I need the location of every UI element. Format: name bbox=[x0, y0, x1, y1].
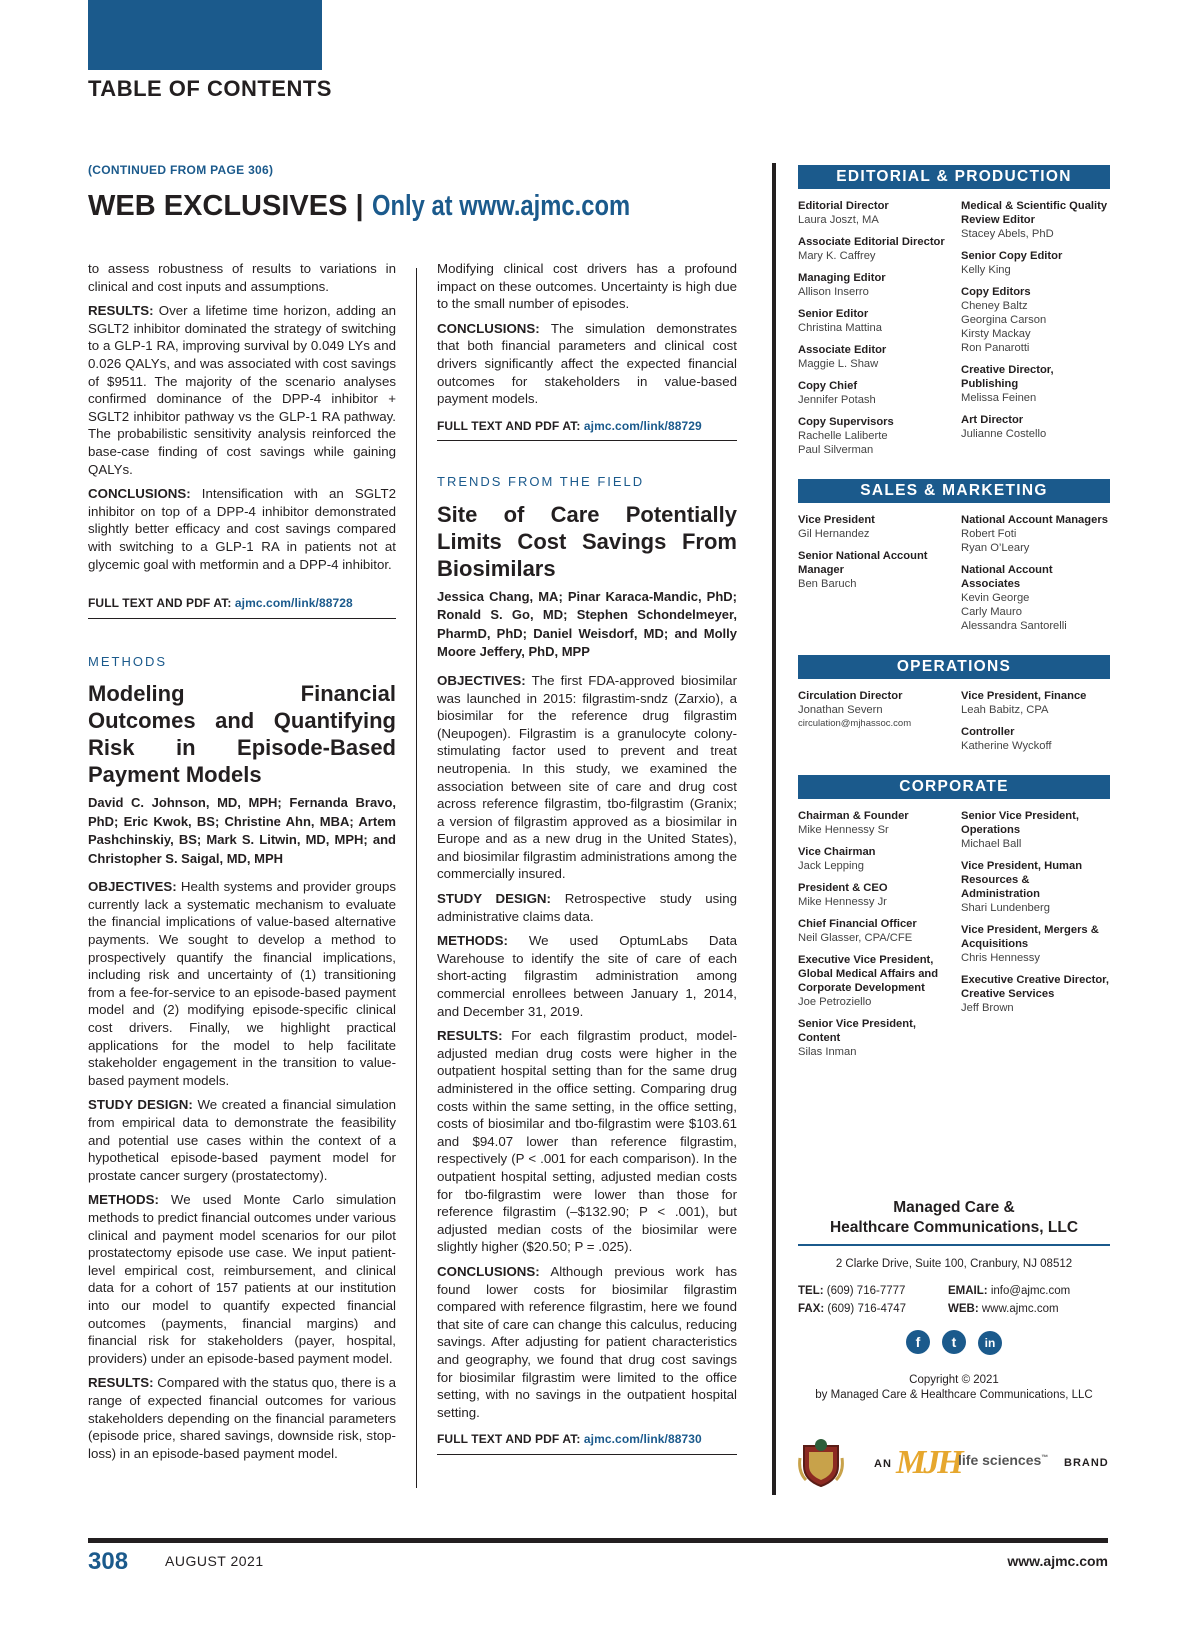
staff-entry bbox=[798, 379, 961, 407]
staff-role: Chairman & Founder bbox=[798, 810, 909, 822]
operations-header: OPERATIONS bbox=[798, 655, 1110, 679]
twitter-icon[interactable]: t bbox=[942, 1330, 966, 1354]
staff-role: National Account Managers bbox=[961, 514, 1108, 526]
article3-design: STUDY DESIGN: Retrospective study using administrative claims data. bbox=[437, 891, 737, 924]
article3-objectives: OBJECTIVES: The first FDA-approved biosimilar was launched in 2015: filgrastim-sndz (Zarxio), a biosimilar for the reference drug filgrastim (Neupogen). Filgrastim is a granulocyte colony-stimulating factor used to prevent and treat neutropenia. In this study, we examined the association between site of care and drug cost across reference filgrastim, tbo-filgrastim (Granix; a version of filgrastim approved as a biosimilar in Europe and as a new drug in the United States), and biosimilar filgrastim administrations among the commercially insured. bbox=[437, 672, 737, 882]
staff-entry bbox=[798, 549, 961, 591]
contact-grid bbox=[798, 1282, 1110, 1318]
staff-role: Managing Editor bbox=[798, 272, 886, 284]
staff-name: Carly Mauro bbox=[961, 606, 1022, 618]
brand-row bbox=[798, 1436, 1110, 1492]
staff-name: Kevin George bbox=[961, 592, 1030, 604]
staff-role: Copy Editors bbox=[961, 286, 1031, 298]
column-1 bbox=[88, 260, 396, 1469]
staff-email[interactable]: circulation@mjhassoc.com bbox=[798, 718, 912, 729]
article2-design: STUDY DESIGN: We created a financial simulation from empirical data to demonstrate the feasibility and potential use cases within the context of a hypothetical episode-based payment model for prostate cancer surgery (prostatectomy). bbox=[88, 1097, 396, 1183]
page-number: 308 bbox=[88, 1548, 129, 1575]
column-2 bbox=[437, 260, 737, 1455]
article2-conclusions: CONCLUSIONS: The simulation demonstrates that both financial parameters and clinical cost drivers significantly affect the expected financial outcomes for stakeholders in value-based payment models. bbox=[437, 320, 737, 407]
staff-entry bbox=[798, 415, 961, 457]
staff-entry bbox=[961, 199, 1111, 241]
staff-entry bbox=[961, 413, 1111, 441]
article2-methods: METHODS: We used Monte Carlo simulation methods to predict financial outcomes under various clinical and payment model scenarios for our pilot prostatectomy episode use case. We input patient-level empirical cost, reimbursement, and clinical data for a cohort of 157 patients at our institution into our model to quantify expected financial outcomes (payments, financial margins) and financial risk for stakeholders (payer, hospital, providers) under an episode-based payment model. bbox=[88, 1192, 396, 1366]
corporate-staff bbox=[798, 809, 1110, 1067]
staff-role: Vice Chairman bbox=[798, 846, 876, 858]
operations-left bbox=[798, 689, 961, 761]
column-divider bbox=[416, 268, 417, 1488]
staff-role: Chief Financial Officer bbox=[798, 918, 917, 930]
staff-name: Ryan O’Leary bbox=[961, 542, 1030, 554]
staff-role: Medical & Scientific Quality Review Editor bbox=[961, 200, 1108, 226]
staff-name: Joe Petroziello bbox=[798, 996, 872, 1008]
copyright-line-2: by Managed Care & Healthcare Communications, LLC bbox=[815, 1389, 1093, 1401]
staff-name: Mike Hennessy Jr bbox=[798, 896, 887, 908]
article3-methods: METHODS: We used OptumLabs Data Warehouse to identify the site of care of each short-acting filgrastim administration among commercial enrollees between January 1, 2014, and December 31, 2019. bbox=[437, 933, 737, 1019]
article3-title: Site of Care Potentially Limits Cost Savings From Biosimilars bbox=[437, 501, 737, 581]
staff-name: Christina Mattina bbox=[798, 322, 882, 334]
company-block bbox=[798, 1198, 1110, 1403]
article2-title: Modeling Financial Outcomes and Quantifying Risk in Episode-Based Payment Models bbox=[88, 681, 396, 788]
staff-entry bbox=[961, 809, 1111, 851]
sales-header: SALES & MARKETING bbox=[798, 479, 1110, 503]
staff-role: Associate Editor bbox=[798, 344, 887, 356]
staff-name: Laura Joszt, MA bbox=[798, 214, 879, 226]
mjh-logo: MJH bbox=[896, 1444, 961, 1481]
staff-role: Vice President bbox=[798, 514, 875, 526]
article2-link[interactable]: ajmc.com/link/88729 bbox=[583, 418, 702, 433]
facebook-icon[interactable]: f bbox=[906, 1330, 930, 1354]
brand-name: life sciences™ bbox=[958, 1452, 1049, 1468]
staff-name: Silas Inman bbox=[798, 1046, 857, 1058]
issue-date: AUGUST 2021 bbox=[165, 1553, 264, 1569]
staff-name: Shari Lundenberg bbox=[961, 902, 1050, 914]
staff-role: Senior National Account Manager bbox=[798, 550, 928, 576]
linkedin-icon[interactable]: in bbox=[978, 1331, 1002, 1355]
editorial-staff bbox=[798, 199, 1110, 465]
staff-name: Maggie L. Shaw bbox=[798, 358, 879, 370]
staff-name: Chris Hennessy bbox=[961, 952, 1040, 964]
staff-name: Kirsty Mackay bbox=[961, 328, 1031, 340]
staff-entry bbox=[798, 917, 961, 945]
staff-entry bbox=[961, 859, 1111, 915]
staff-entry bbox=[798, 881, 961, 909]
editorial-left bbox=[798, 199, 961, 465]
staff-name: Jack Lepping bbox=[798, 860, 864, 872]
staff-role: Vice President, Finance bbox=[961, 690, 1087, 702]
company-name-1: Managed Care & bbox=[893, 1199, 1015, 1216]
staff-name: Paul Silverman bbox=[798, 444, 874, 456]
sales-staff bbox=[798, 513, 1110, 641]
brand-word: BRAND bbox=[1064, 1457, 1109, 1469]
staff-role: Senior Editor bbox=[798, 308, 869, 320]
only-at-link[interactable]: Only at www.ajmc.com bbox=[371, 190, 630, 222]
staff-name: Robert Foti bbox=[961, 528, 1017, 540]
contact-fax: FAX: (609) 716-4747 bbox=[798, 1303, 907, 1315]
staff-name: Melissa Feinen bbox=[961, 392, 1037, 404]
staff-entry bbox=[961, 285, 1111, 355]
staff-name: Stacey Abels, PhD bbox=[961, 228, 1054, 240]
article3-section: TRENDS FROM THE FIELD bbox=[437, 474, 645, 490]
article3-link[interactable]: ajmc.com/link/88730 bbox=[583, 1432, 702, 1447]
copyright-line-1: Copyright © 2021 bbox=[909, 1374, 999, 1386]
staff-entry bbox=[798, 343, 961, 371]
staff-entry bbox=[961, 563, 1111, 633]
staff-entry bbox=[798, 235, 961, 263]
staff-entry bbox=[961, 689, 1111, 717]
article1-intro: to assess robustness of results to variations in clinical and cost inputs and assumptions. bbox=[88, 261, 396, 294]
article3-full-text: FULL TEXT AND PDF AT: ajmc.com/link/88730 bbox=[437, 1431, 737, 1455]
staff-role: Copy Supervisors bbox=[798, 416, 894, 428]
staff-name: Julianne Costello bbox=[961, 428, 1047, 440]
web-exclusives-heading bbox=[88, 190, 686, 223]
article2-section: METHODS bbox=[88, 653, 167, 669]
page-title: TABLE OF CONTENTS bbox=[88, 76, 332, 101]
staff-name: Allison Inserro bbox=[798, 286, 869, 298]
staff-name: Georgina Carson bbox=[961, 314, 1047, 326]
footer-url[interactable]: www.ajmc.com bbox=[1007, 1553, 1108, 1569]
staff-entry bbox=[798, 689, 961, 730]
staff-role: Creative Director, Publishing bbox=[961, 364, 1054, 390]
staff-name: Michael Ball bbox=[961, 838, 1022, 850]
staff-name: Leah Babitz, CPA bbox=[961, 704, 1049, 716]
staff-entry bbox=[798, 513, 961, 541]
staff-role: Executive Vice President, Global Medical Affairs and Corporate Development bbox=[798, 954, 939, 994]
staff-entry bbox=[961, 249, 1111, 277]
article2-objectives: OBJECTIVES: Health systems and provider groups currently lack a systematic mechanism to evaluate the financial implications of value-based alternative payments. We sought to develop a method to prospectively quantify the financial implications, including risk and uncertainty of (1) transitioning from a fee-for-service to an episode-based payment model and (2) modifying episode-specific clinical cost drivers. Finally, we highlight practical applications for the model to help facilitate stakeholder engagement in the transition to value-based payment models. bbox=[88, 879, 396, 1088]
masthead bbox=[798, 165, 1110, 1067]
brand-an: AN bbox=[874, 1458, 892, 1470]
contact-tel: TEL: (609) 716-7777 bbox=[798, 1285, 906, 1297]
staff-name: Mary K. Caffrey bbox=[798, 250, 876, 262]
article2-authors: David C. Johnson, MD, MPH; Fernanda Bravo, PhD; Eric Kwok, BS; Christine Ahn, MBA; Artem Pashchinskiy, BS; Mark S. Litwin, MD, MPH; and Christopher S. Saigal, MD, MPH bbox=[88, 795, 396, 866]
staff-role: Executive Creative Director, Creative Services bbox=[961, 974, 1109, 1000]
staff-role: Editorial Director bbox=[798, 200, 889, 212]
staff-name: Katherine Wyckoff bbox=[961, 740, 1052, 752]
editorial-right bbox=[961, 199, 1111, 465]
continued-note: (CONTINUED FROM PAGE 306) bbox=[88, 163, 274, 177]
social-icons bbox=[798, 1330, 1110, 1355]
staff-name: Jennifer Potash bbox=[798, 394, 876, 406]
staff-entry bbox=[961, 363, 1111, 405]
article2-continued: Modifying clinical cost drivers has a profound impact on these outcomes. Uncertainty is high due to the small number of episodes. bbox=[437, 261, 737, 312]
sales-left bbox=[798, 513, 961, 641]
staff-name: Kelly King bbox=[961, 264, 1011, 276]
article1-full-text: FULL TEXT AND PDF AT: ajmc.com/link/88728 bbox=[88, 595, 396, 619]
company-name-2: Healthcare Communications, LLC bbox=[798, 1218, 1110, 1246]
staff-name: Alessandra Santorelli bbox=[961, 620, 1067, 632]
masthead-divider bbox=[772, 163, 776, 1495]
corporate-right bbox=[961, 809, 1111, 1067]
contact-email: EMAIL: info@ajmc.com bbox=[948, 1285, 1071, 1297]
staff-role: Vice President, Mergers & Acquisitions bbox=[961, 924, 1099, 950]
staff-entry bbox=[798, 845, 961, 873]
staff-name: Rachelle Laliberte bbox=[798, 430, 888, 442]
staff-role: Circulation Director bbox=[798, 690, 903, 702]
corporate-left bbox=[798, 809, 961, 1067]
corporate-header: CORPORATE bbox=[798, 775, 1110, 799]
article3-authors: Jessica Chang, MA; Pinar Karaca-Mandic, PhD; Ronald S. Go, MD; Stephen Schondelmeyer, PharmD, PhD; Daniel Weisdorf, MD; and Molly Moore Jeffery, PhD, MPP bbox=[437, 588, 737, 660]
staff-name: Gil Hernandez bbox=[798, 528, 870, 540]
company-address: 2 Clarke Drive, Suite 100, Cranbury, NJ 08512 bbox=[835, 1258, 1073, 1270]
staff-entry bbox=[798, 271, 961, 299]
staff-entry bbox=[961, 725, 1111, 753]
staff-entry bbox=[798, 809, 961, 837]
staff-name: Mike Hennessy Sr bbox=[798, 824, 889, 836]
article3-results: RESULTS: For each filgrastim product, model-adjusted median drug costs were higher in the outpatient hospital setting than for the same drug administered in the office setting. Comparing drug costs within the same setting, in the office setting, costs of biosimilar and tbo-filgrastim were $103.61 and $94.07 lower than reference filgrastim, respectively (P < .001 for each comparison). In the outpatient hospital setting, adjusted median costs for tbo-filgrastim were lower than those for reference filgrastim (–$132.90; P < .001), but adjusted median costs of the biosimilar were slightly higher ($20.50; P = .025). bbox=[437, 1028, 737, 1255]
staff-name: Ron Panarotti bbox=[961, 342, 1030, 354]
staff-role: National Account Associates bbox=[961, 564, 1053, 590]
sales-right bbox=[961, 513, 1111, 641]
staff-role: Vice President, Human Resources & Administration bbox=[961, 860, 1083, 900]
contact-web: WEB: www.ajmc.com bbox=[948, 1303, 1059, 1315]
article1-results: RESULTS: Over a lifetime time horizon, adding an SGLT2 inhibitor dominated the strategy of switching to a GLP-1 RA, improving survival by 0.049 LYs and 0.026 QALYs, and was associated with cost savings of $9511. The majority of the scenario analyses confirmed dominance of the DPP-4 inhibitor + SGLT2 inhibitor pathway vs the GLP-1 RA pathway. The probabilistic sensitivity analysis reinforced the base-case finding of cost savings while gaining QALYs. bbox=[88, 303, 396, 477]
staff-entry bbox=[798, 199, 961, 227]
staff-entry bbox=[961, 923, 1111, 965]
staff-role: Senior Vice President, Content bbox=[798, 1018, 916, 1044]
operations-right bbox=[961, 689, 1111, 761]
staff-role: Art Director bbox=[961, 414, 1024, 426]
header-color-block bbox=[88, 0, 322, 70]
article3-conclusions: CONCLUSIONS: Although previous work has found lower costs for biosimilar filgrastim compared with reference filgrastim, here we found that site of care can change this calculus, reducing savings. After adjusting for patient characteristics and geography, we found that drug cost savings for biosimilar filgrastim were limited to the office setting, with no savings in the outpatient hospital setting. bbox=[437, 1263, 737, 1420]
staff-entry bbox=[798, 1017, 961, 1059]
web-exclusives-label: WEB EXCLUSIVES bbox=[88, 190, 348, 222]
staff-role: Controller bbox=[961, 726, 1015, 738]
staff-name: Ben Baruch bbox=[798, 578, 857, 590]
staff-role: Associate Editorial Director bbox=[798, 236, 945, 248]
staff-name: Neil Glasser, CPA/CFE bbox=[798, 932, 913, 944]
staff-entry bbox=[961, 513, 1111, 555]
staff-entry bbox=[798, 307, 961, 335]
staff-name: Jonathan Severn bbox=[798, 704, 883, 716]
staff-role: President & CEO bbox=[798, 882, 888, 894]
article2-results: RESULTS: Compared with the status quo, there is a range of expected financial outcomes for various stakeholders depending on the financial parameters (episode price, shared savings, downside risk, stop-loss) in an episode-based payment model. bbox=[88, 1375, 396, 1461]
crest-logo-icon bbox=[798, 1436, 844, 1488]
staff-role: Copy Chief bbox=[798, 380, 858, 392]
editorial-header: EDITORIAL & PRODUCTION bbox=[798, 165, 1110, 189]
article2-full-text: FULL TEXT AND PDF AT: ajmc.com/link/88729 bbox=[437, 418, 737, 442]
article1-link[interactable]: ajmc.com/link/88728 bbox=[234, 596, 353, 611]
article1-conclusions: CONCLUSIONS: Intensification with an SGLT2 inhibitor on top of a DPP-4 inhibitor demonstrated slightly better efficacy and cost savings compared with switching to a GLP-1 RA in patients not at glycemic goal with metformin and a DPP-4 inhibitor. bbox=[88, 486, 396, 572]
heading-separator: | bbox=[355, 190, 364, 222]
staff-name: Jeff Brown bbox=[961, 1002, 1014, 1014]
staff-entry bbox=[961, 973, 1111, 1015]
staff-role: Senior Vice President, Operations bbox=[961, 810, 1079, 836]
staff-entry bbox=[798, 953, 961, 1009]
staff-name: Cheney Baltz bbox=[961, 300, 1028, 312]
staff-role: Senior Copy Editor bbox=[961, 250, 1063, 262]
footer-rule bbox=[88, 1538, 1108, 1543]
operations-staff bbox=[798, 689, 1110, 761]
